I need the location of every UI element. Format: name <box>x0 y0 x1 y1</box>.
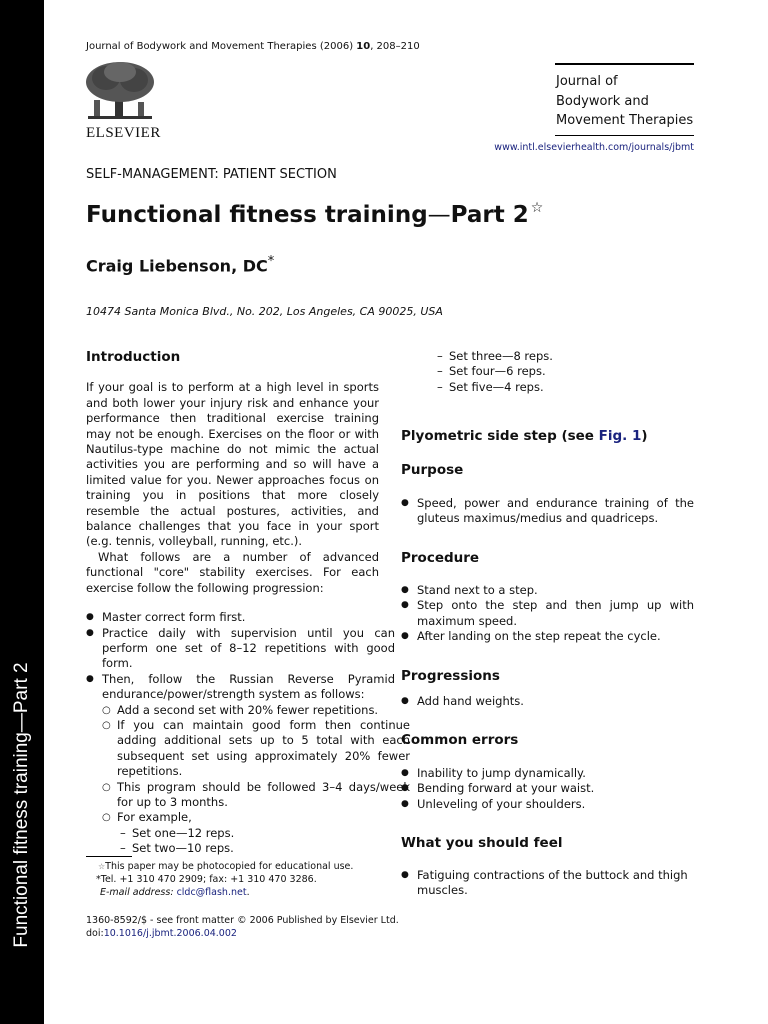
author-footnote-mark[interactable]: * <box>267 254 275 269</box>
set-item: – Set two—10 reps. <box>86 841 379 856</box>
doi-line: doi:10.1016/j.jbmt.2006.04.002 <box>86 928 237 939</box>
figure-link[interactable]: Fig. 1 <box>598 428 642 444</box>
sub-list-item: ○ For example, <box>86 810 379 825</box>
exercise-heading: Plyometric side step (see Fig. 1) <box>401 428 648 444</box>
issn-line: 1360-8592/$ - see front matter © 2006 Published by Elsevier Ltd. <box>86 915 399 926</box>
list-item: ● Add hand weights. <box>401 694 694 709</box>
footnote-email: E-mail address: cldc@flash.net. <box>100 887 250 898</box>
list-item: ● Inability to jump dynamically. <box>401 766 694 781</box>
running-title: Functional fitness training—Part 2 <box>11 662 32 948</box>
footnote-tel: *Tel. +1 310 470 2909; fax: +1 310 470 3286. <box>96 874 317 885</box>
sets-continued-list <box>437 349 697 395</box>
footnote-rule <box>86 856 132 857</box>
progressions-list <box>401 694 694 709</box>
common-errors-heading: Common errors <box>401 732 519 748</box>
list-item: ● Unleveling of your shoulders. <box>401 797 694 812</box>
progressions-heading: Progressions <box>401 668 500 684</box>
list-item: ● Master correct form first. <box>86 610 379 625</box>
journal-url-link[interactable]: www.intl.elsevierhealth.com/journals/jbmt <box>494 142 694 153</box>
journal-citation: Journal of Bodywork and Movement Therapies (2006) 10, 208–210 <box>86 41 420 52</box>
journal-title: Journal of Bodywork and Movement Therapies <box>556 74 694 128</box>
list-item: ● After landing on the step repeat the cycle. <box>401 629 694 644</box>
list-item: ● Stand next to a step. <box>401 583 694 598</box>
common-errors-list <box>401 766 694 812</box>
author-name: Craig Liebenson, DC* <box>86 254 275 276</box>
journal-title-rule-bottom <box>555 135 694 136</box>
journal-title-rule-top <box>555 63 694 65</box>
doi-link[interactable]: 10.1016/j.jbmt.2006.04.002 <box>103 928 237 939</box>
intro-paragraph-2: What follows are a number of advanced functional "core" stability exercises. For each exercise follow the following progression: <box>86 549 379 595</box>
intro-paragraph: If your goal is to perform at a high level in sports and both lower your injury risk and enhance your performance then traditional exercise training may not be enough. Exercises on the floor or with Nautilus-type machine do not mimic the actual activities you are performing and so will have a limited value for you. Newer approaches focus on training you in positions that more closely resemble the actual postures, activities, and balance challenges that you face in your sport (e.g. tennis, volleyball, running, etc.). <box>86 380 379 549</box>
article-title: Functional fitness training—Part 2 ☆ <box>86 200 544 228</box>
list-item: ● Then, follow the Russian Reverse Pyramid endurance/power/strength system as follows: <box>86 672 395 703</box>
section-label: SELF-MANAGEMENT: PATIENT SECTION <box>86 167 337 182</box>
set-item: – Set five—4 reps. <box>437 380 697 395</box>
list-item: ● Practice daily with supervision until you can perform one set of 8–12 repetitions with good form. <box>86 626 395 672</box>
procedure-list <box>401 583 694 645</box>
sub-list-item: ○ This program should be followed 3–4 days/week for up to 3 months. <box>86 780 410 811</box>
purpose-heading: Purpose <box>401 462 464 478</box>
left-column <box>86 349 410 857</box>
procedure-heading: Procedure <box>401 550 480 566</box>
list-item: ● Bending forward at your waist. <box>401 781 694 796</box>
list-item: ● Step onto the step and then jump up with maximum speed. <box>401 598 694 629</box>
list-item: ● Speed, power and endurance training of the gluteus maximus/medius and quadriceps. <box>401 496 694 527</box>
set-item: – Set one—12 reps. <box>86 826 379 841</box>
email-link[interactable]: cldc@flash.net <box>176 887 247 898</box>
footnote-photocopy: ☆This paper may be photocopied for educational use. <box>98 861 354 872</box>
set-item: – Set four—6 reps. <box>437 364 697 379</box>
author-address: 10474 Santa Monica Blvd., No. 202, Los Angeles, CA 90025, USA <box>86 305 443 318</box>
running-title-sidebar <box>0 0 44 1024</box>
list-item: ● Fatiguing contractions of the buttock and thigh muscles. <box>401 868 694 899</box>
publisher-name: ELSEVIER <box>86 125 161 141</box>
purpose-list <box>401 496 694 527</box>
sub-list-item: ○ If you can maintain good form then continue adding additional sets up to 5 total with each subsequent set using approximately 20% fewer repetitions. <box>86 718 410 780</box>
introduction-heading: Introduction <box>86 349 181 365</box>
what-you-should-feel-heading: What you should feel <box>401 835 563 851</box>
feel-list <box>401 868 694 899</box>
star-icon: ☆ <box>98 862 106 871</box>
star-footnote-mark[interactable]: ☆ <box>530 200 544 216</box>
set-item: – Set three—8 reps. <box>437 349 697 364</box>
sub-list-item: ○ Add a second set with 20% fewer repetitions. <box>86 703 410 718</box>
progression-list <box>86 610 410 857</box>
